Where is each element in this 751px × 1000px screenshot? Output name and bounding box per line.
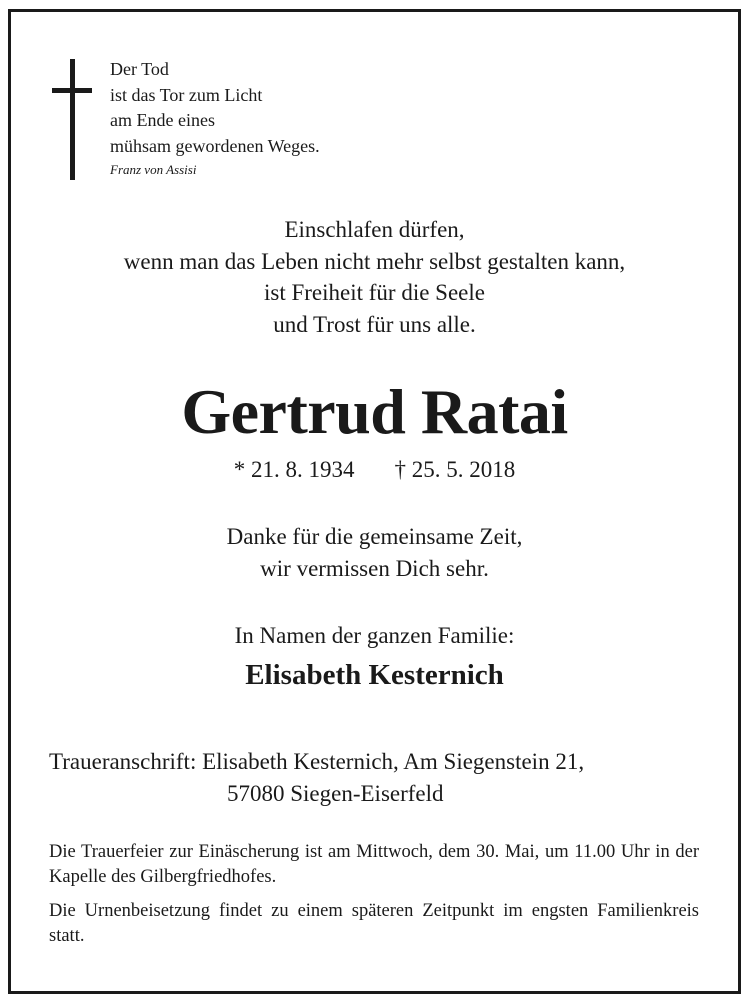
motto-line: am Ende eines xyxy=(110,110,215,130)
thanks-line: Danke für die gemeinsame Zeit, xyxy=(226,524,523,549)
motto-line: ist das Tor zum Licht xyxy=(110,84,263,105)
poem xyxy=(11,214,738,340)
birth-date: * 21. 8. 1934 xyxy=(233,457,355,482)
signer-name: Elisabeth Kesternich xyxy=(245,659,504,691)
family-intro: In Namen der ganzen Familie: xyxy=(234,623,515,648)
address-line-1: Traueranschrift: Elisabeth Kesternich, Am Siegenstein 21, xyxy=(49,749,585,774)
poem-line: wenn man das Leben nicht mehr selbst gestalten kann, xyxy=(123,248,626,274)
thanks-message xyxy=(11,521,738,585)
motto-quote xyxy=(110,57,320,181)
poem-line: Einschlafen dürfen, xyxy=(284,217,465,242)
death-date: † 25. 5. 2018 xyxy=(394,457,516,482)
urn-burial-notice: Die Urnenbeisetzung findet zu einem späteren Zeitpunkt im engsten Familienkreis statt. xyxy=(49,901,699,946)
deceased-name: Gertrud Ratai xyxy=(181,376,568,447)
motto-line: Der Tod xyxy=(110,59,169,79)
poem-line: und Trost für uns alle. xyxy=(273,311,476,337)
mourning-address xyxy=(49,746,584,810)
motto-line: mühsam gewordenen Weges. xyxy=(110,135,320,156)
ceremony-notice: Die Trauerfeier zur Einäscherung ist am Mittwoch, dem 30. Mai, um 11.00 Uhr in der Kapelle des Gilbergfriedhofes. xyxy=(49,842,699,887)
cross-icon-vertical-bar xyxy=(70,59,75,180)
motto-author: Franz von Assisi xyxy=(110,162,197,177)
cross-icon-horizontal-bar xyxy=(52,88,92,93)
poem-line: ist Freiheit für die Seele xyxy=(264,280,485,305)
thanks-line: wir vermissen Dich sehr. xyxy=(260,556,489,581)
life-dates xyxy=(11,455,738,485)
address-line-2: 57080 Siegen-Eiserfeld xyxy=(227,781,444,806)
